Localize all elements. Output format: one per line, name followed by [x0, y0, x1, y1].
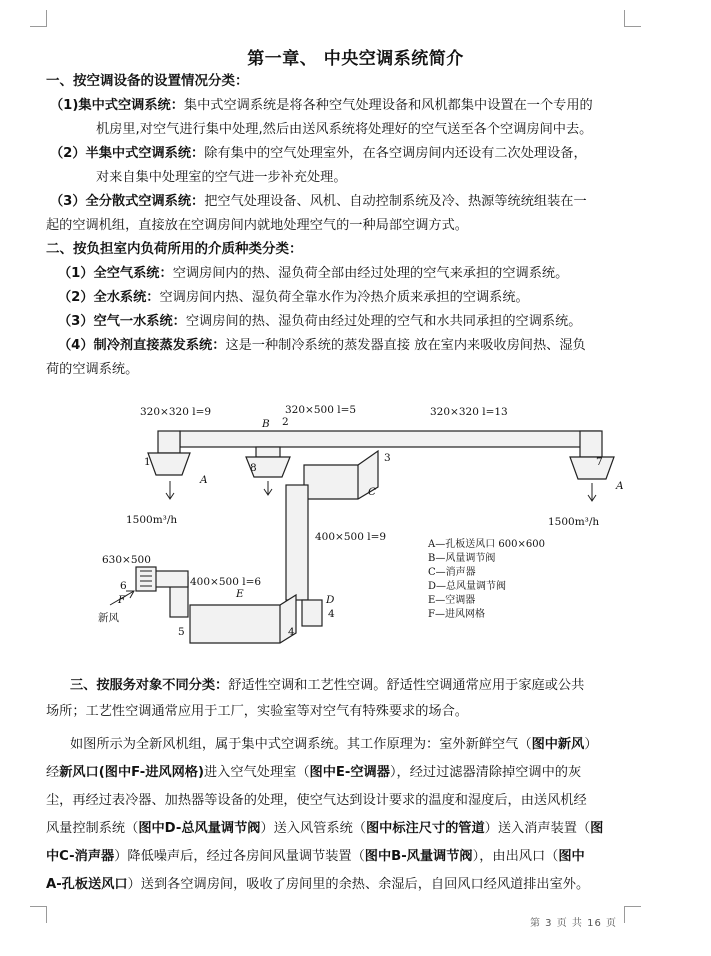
corner-mark-bottom-left: [30, 906, 47, 923]
section3-text: 舒适性空调和工艺性空调。舒适性空调通常应用于家庭或公共: [228, 678, 585, 693]
section2-item1: [58, 265, 568, 282]
diagram-legend: [427, 537, 545, 620]
paragraph-line3: 尘，再经过表冷器、加热器等设备的处理，使空气达到设计要求的温度和湿度后，由送风机经: [46, 793, 587, 808]
paragraph-line1-c: ）: [584, 737, 598, 752]
label-duct-top-mid: 320×500 l=5: [285, 404, 357, 416]
paragraph-line4-bold1: 图中D-总风量调节阀: [138, 821, 261, 836]
section2-item2: [58, 289, 529, 306]
label-E: E: [236, 588, 244, 600]
paragraph-line2-bold2: 图中E-空调器: [309, 765, 390, 780]
paragraph-line5: [46, 848, 585, 865]
paragraph-line6: [46, 876, 589, 893]
label-duct-top-right: 320×320 l=13: [430, 406, 508, 418]
paragraph-line1: [70, 736, 598, 753]
branch-duct-mid: [256, 447, 280, 457]
section2-item4-label: （4）制冷剂直接蒸发系统：: [58, 338, 226, 353]
legend-item-A: A—孔板送风口 600×600: [428, 539, 545, 550]
total-damper: [302, 600, 322, 626]
num-3: 3: [384, 452, 391, 464]
label-A-left: A: [200, 474, 208, 486]
section2-item4-text: 这是一种制冷系统的蒸发器直接 放在室内来吸收房间热、湿负: [225, 338, 586, 353]
paragraph-line5-d: ），由出风口（: [472, 849, 559, 864]
section2-heading: 二、按负担室内负荷所用的介质种类分类：: [46, 241, 303, 257]
section2-item1-label: （1）全空气系统：: [58, 266, 173, 281]
paragraph-line4-e: ）送入消声装置（: [484, 821, 591, 836]
label-A-right: A: [616, 480, 624, 492]
legend-item-B: B—风量调节阀: [428, 553, 496, 564]
paragraph-line5-bold1: 中C-消声器: [46, 849, 115, 864]
label-C: C: [368, 486, 377, 498]
section1-item1-line1: [50, 97, 593, 114]
section1-item3-line1: [50, 193, 587, 210]
paragraph-line2-a: 经: [46, 765, 60, 780]
num-4b: 4: [288, 626, 295, 638]
section1-item1-text: 集中式空调系统是将各种空气处理设备和风机都集中设置在一个专用的: [183, 98, 593, 113]
section1-heading: 一、按空调设备的设置情况分类：: [46, 73, 249, 89]
duct-system-diagram: [90, 395, 650, 645]
paragraph-line1-a: 如图所示为全新风机组，属于集中式空调系统。其工作原理为：室外新鲜空气（: [70, 737, 532, 752]
legend-item-D: D—总风量调节阀: [428, 581, 507, 592]
main-duct-top: [180, 431, 600, 447]
diffuser-right: [570, 457, 614, 479]
paragraph-line4-a: 风量控制系统（: [46, 821, 139, 836]
section2-item2-text: 空调房间内热、湿负荷全靠水作为冷热介质来承担的空调系统。: [159, 290, 529, 305]
section3-line1: [70, 677, 584, 694]
paragraph-line4-bold3: 图: [590, 821, 604, 836]
paragraph-line4-c: ）送入风管系统（: [260, 821, 366, 836]
paragraph-line2-bold1: 新风口(图中F-进风网格): [59, 765, 205, 780]
paragraph-line2-c: 进入空气处理室（: [204, 765, 310, 780]
num-2: 2: [282, 416, 289, 428]
inlet-duct: [152, 571, 188, 587]
label-flow-right: 1500m³/h: [548, 516, 600, 528]
section1-item1-label: （1)集中式空调系统：: [50, 98, 184, 113]
label-duct-inlet: 630×500: [102, 554, 151, 566]
label-duct-top-left: 320×320 l=9: [140, 406, 212, 418]
legend-item-F: F—进风网格: [428, 609, 485, 620]
legend-item-C: C—消声器: [428, 567, 476, 578]
paragraph-line5-b: ）降低噪声后，经过各房间风量调节装置（: [114, 849, 365, 864]
paragraph-line5-bold3: 图中: [558, 849, 585, 864]
left-drop-duct: [158, 431, 180, 453]
num-4a: 4: [328, 608, 335, 620]
vertical-duct: [286, 485, 308, 600]
section2-item4-line1: [58, 337, 586, 354]
paragraph-line5-bold2: 图中B-风量调节阀: [364, 849, 473, 864]
section2-item3-label: （3）空气一水系统：: [58, 314, 186, 329]
num-6: 6: [120, 580, 127, 592]
page-number: 第 3 页 共 16 页: [530, 918, 617, 929]
section2-item2-label: （2）全水系统：: [58, 290, 160, 305]
label-duct-vertical: 400×500 l=9: [315, 531, 387, 543]
paragraph-line1-bold: 图中新风: [531, 737, 585, 752]
num-5: 5: [178, 626, 185, 638]
label-B: B: [262, 418, 270, 430]
label-D: D: [326, 594, 335, 606]
section2-item3: [58, 313, 582, 330]
section1-item2-line1: [50, 145, 587, 162]
diffuser-left: [148, 453, 190, 475]
section3-heading: 三、按服务对象不同分类：: [70, 678, 229, 693]
num-7: 7: [596, 456, 603, 468]
section1-item3-line2: 起的空调机组，直接放在空调房间内就地处理空气的一种局部空调方式。: [46, 218, 468, 233]
paragraph-line2: [46, 764, 581, 781]
paragraph-line2-e: ），经过过滤器清除掉空调中的灰: [389, 765, 582, 780]
paragraph-line4: [46, 820, 603, 837]
num-8: 8: [250, 462, 257, 474]
section2-item1-text: 空调房间内的热、湿负荷全部由经过处理的空气来承担的空调系统。: [172, 266, 569, 281]
label-flow-left: 1500m³/h: [126, 514, 178, 526]
corner-mark-top-left: [30, 10, 47, 27]
section1-item2-line2: 对来自集中处理室的空气进一步补充处理。: [96, 170, 347, 185]
silencer: [304, 451, 378, 499]
paragraph-line6-b: ）送到各空调房间，吸收了房间里的余热、余湿后，自回风口经风道排出室外。: [127, 877, 590, 892]
section1-item2-label: （2）半集中式空调系统：: [50, 146, 205, 161]
label-duct-lower: 400×500 l=6: [190, 576, 262, 588]
num-1: 1: [144, 456, 151, 468]
section1-item1-line2: 机房里,对空气进行集中处理,然后由送风系统将处理好的空气送至各个空调房间中去。: [96, 122, 593, 137]
corner-mark-bottom-right: [624, 906, 641, 923]
paragraph-line4-bold2: 图中标注尺寸的管道: [365, 821, 485, 836]
chapter-title: 第一章、 中央空调系统简介: [247, 49, 464, 69]
section1-item3-text: 把空气处理设备、风机、自动控制系统及冷、热源等统统组装在一: [204, 194, 587, 209]
section2-item3-text: 空调房间的热、湿负荷由经过处理的空气和水共同承担的空调系统。: [185, 314, 582, 329]
paragraph-line6-bold: A-孔板送风口: [46, 877, 128, 892]
right-drop-duct: [580, 431, 602, 457]
section2-item4-line2: 荷的空调系统。: [46, 362, 139, 377]
legend-item-E: E—空调器: [428, 595, 476, 606]
section1-item3-label: （3）全分散式空调系统：: [50, 194, 205, 209]
section1-item2-text: 除有集中的空气处理室外，在各空调房间内还设有二次处理设备，: [204, 146, 587, 161]
section3-line2: 场所；工艺性空调通常应用于工厂，实验室等对空气有特殊要求的场合。: [46, 704, 468, 719]
corner-mark-top-right: [624, 10, 641, 27]
label-fresh-air: 新风: [98, 612, 119, 624]
label-F: F: [118, 594, 126, 606]
